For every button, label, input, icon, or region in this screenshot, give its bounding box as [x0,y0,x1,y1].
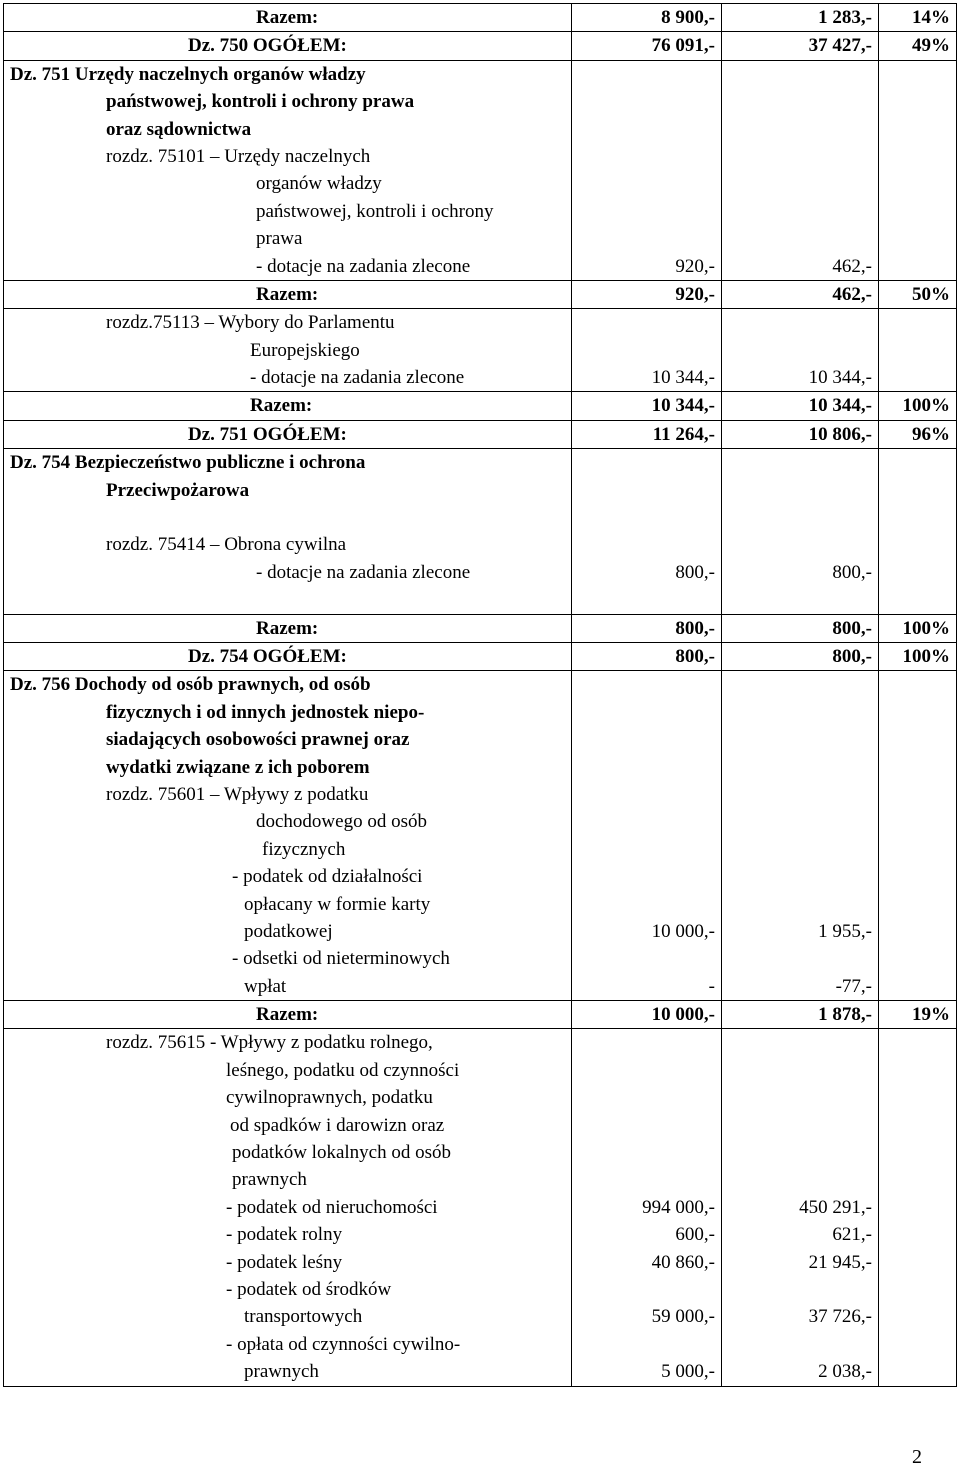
row-label-line: oraz sądownictwa [106,118,252,140]
plan-cell [572,420,722,448]
row-label-line: transportowych [244,1306,363,1328]
plan-cell-value [578,337,715,364]
row-label-cell [4,60,572,280]
row-label-line: prawnych [244,1361,319,1383]
plan-cell-value: 76 091,- [651,35,715,57]
row-label-line: - opłata od czynności cywilno- [226,1333,461,1355]
plan-cell [572,671,722,1001]
execution-cell [722,449,879,614]
percent-cell [879,671,957,1001]
execution-cell-value [728,863,872,890]
table-row [4,392,957,420]
plan-cell-value [578,1276,715,1303]
execution-cell-value: 21 945,- [808,1251,872,1273]
row-label-line: fizycznych [262,838,346,860]
plan-cell-value [578,808,715,835]
row-label-line [10,586,565,613]
plan-cell-value [578,531,715,558]
execution-cell [722,392,879,420]
plan-cell-value [578,891,715,918]
table-row [4,309,957,392]
execution-cell-value [728,449,872,476]
execution-cell [722,642,879,670]
execution-cell-value [728,586,872,613]
percent-value [885,61,950,88]
execution-cell [722,4,879,32]
row-label-line: państwowej, kontroli i ochrony prawa [106,91,415,113]
row-label-cell [4,4,572,32]
execution-cell-value [728,808,872,835]
plan-cell-value [578,1084,715,1111]
row-label-line: - podatek rolny [226,1224,343,1246]
plan-cell-value: 920,- [675,255,715,277]
execution-cell-value [728,225,872,252]
plan-cell-value: 40 860,- [651,1251,715,1273]
table-row [4,60,957,280]
percent-value: 50% [912,283,950,305]
execution-cell-value: -77,- [835,975,872,997]
row-label-cell [4,32,572,60]
row-label-line: rozdz. 75601 – Wpływy z podatku [106,783,369,805]
row-label-line: - dotacje na zadania zlecone [250,367,465,389]
execution-cell-value: 37 427,- [808,35,872,57]
row-label-line: organów władzy [256,173,382,195]
execution-cell-value [728,1084,872,1111]
row-label-line [10,504,565,531]
execution-cell-value [728,781,872,808]
execution-cell [722,1001,879,1029]
percent-cell [879,309,957,392]
plan-cell-value [578,586,715,613]
execution-cell-value [728,1139,872,1166]
plan-cell-value [578,863,715,890]
execution-cell-value [728,309,872,336]
row-label-line: rozdz. 75101 – Urzędy naczelnych [106,145,371,167]
plan-cell [572,642,722,670]
percent-cell [879,280,957,308]
plan-cell-value [578,477,715,504]
plan-cell-value [578,449,715,476]
execution-cell-value [728,116,872,143]
percent-cell [879,449,957,614]
row-label-line: Razem: [256,617,319,639]
row-label-line: Dz. 750 OGÓŁEM: [188,35,347,57]
row-label-line: leśnego, podatku od czynności [226,1059,460,1081]
row-label-cell [4,671,572,1001]
execution-cell-value: 2 038,- [818,1361,872,1383]
percent-value [885,449,950,476]
execution-cell-value: 462,- [832,255,872,277]
row-label-line: dochodowego od osób [256,811,427,833]
execution-cell-value [728,477,872,504]
execution-cell-value: 1 878,- [818,1004,872,1026]
execution-cell-value: 10 806,- [808,423,872,445]
plan-cell-value [578,309,715,336]
execution-cell [722,420,879,448]
percent-cell [879,642,957,670]
table-row [4,420,957,448]
execution-cell [722,614,879,642]
execution-cell-value [728,143,872,170]
plan-cell-value [578,170,715,197]
percent-cell [879,60,957,280]
row-label-line: prawa [256,228,303,250]
table-row [4,642,957,670]
plan-cell-value [578,1331,715,1358]
execution-cell [722,280,879,308]
table-row [4,449,957,614]
plan-cell-value [578,1139,715,1166]
plan-cell-value [578,225,715,252]
percent-value: 49% [912,35,950,57]
row-label-line: - dotacje na zadania zlecone [256,255,471,277]
plan-cell [572,449,722,614]
execution-cell [722,32,879,60]
execution-cell-value [728,945,872,972]
percent-cell [879,32,957,60]
table-row [4,4,957,32]
execution-cell-value [728,891,872,918]
row-label-line: podatkowej [244,920,333,942]
row-label-cell [4,1001,572,1029]
row-label-cell [4,614,572,642]
plan-cell-value: 800,- [675,561,715,583]
row-label-line: Dz. 754 OGÓŁEM: [188,645,347,667]
plan-cell-value [578,88,715,115]
row-label-line: - dotacje na zadania zlecone [256,561,471,583]
percent-value: 100% [902,395,950,417]
row-label-line: wpłat [244,975,287,997]
plan-cell-value: 920,- [675,283,715,305]
percent-value: 100% [902,617,950,639]
plan-cell-value: 8 900,- [661,7,715,28]
plan-cell-value [578,61,715,88]
row-label-line: opłacany w formie karty [244,893,431,915]
execution-cell-value [728,754,872,781]
execution-cell-value [728,88,872,115]
row-label-line: podatków lokalnych od osób [232,1142,452,1164]
row-label-cell [4,309,572,392]
table-row [4,32,957,60]
plan-cell-value [578,699,715,726]
plan-cell-value [578,836,715,863]
row-label-line: rozdz. 75615 - Wpływy z podatku rolnego, [106,1032,433,1054]
row-label-line: - podatek od działalności [232,866,423,888]
row-label-line: wydatki związane z ich poborem [106,756,370,778]
plan-cell-value [578,1112,715,1139]
row-label-line: Dz. 756 Dochody od osób prawnych, od osób [10,674,371,696]
plan-cell-value [578,671,715,698]
row-label-line: rozdz. 75414 – Obrona cywilna [106,534,347,556]
percent-cell [879,1029,957,1386]
plan-cell [572,32,722,60]
row-label-line: Przeciwpożarowa [106,479,250,501]
percent-value: 96% [912,423,950,445]
percent-cell [879,614,957,642]
row-label-line: państwowej, kontroli i ochrony [256,200,494,222]
plan-cell-value: 59 000,- [651,1306,715,1328]
execution-cell-value [728,1057,872,1084]
row-label-line: prawnych [232,1169,307,1191]
execution-cell-value [728,337,872,364]
plan-cell [572,280,722,308]
plan-cell-value [578,781,715,808]
plan-cell-value: 10 344,- [651,395,715,417]
row-label-line: Dz. 751 Urzędy naczelnych organów władzy [10,63,366,85]
table-row [4,1029,957,1386]
plan-cell-value: 5 000,- [661,1361,715,1383]
plan-cell [572,1001,722,1029]
execution-cell-value [728,836,872,863]
plan-cell-value: 10 000,- [651,1004,715,1026]
plan-cell [572,614,722,642]
plan-cell-value: 994 000,- [642,1196,715,1218]
row-label-line: Razem: [256,1004,319,1026]
plan-cell-value [578,1029,715,1056]
execution-cell-value [728,504,872,531]
table-row [4,1001,957,1029]
plan-cell-value [578,143,715,170]
row-label-cell [4,449,572,614]
execution-cell-value [728,671,872,698]
execution-cell [722,1029,879,1386]
plan-cell-value: 800,- [675,645,715,667]
row-label-line: Dz. 751 OGÓŁEM: [188,423,347,445]
plan-cell-value [578,726,715,753]
percent-cell [879,1001,957,1029]
percent-cell [879,420,957,448]
execution-cell-value [728,726,872,753]
plan-cell-value: 10 344,- [651,367,715,389]
table-row [4,614,957,642]
plan-cell-value: 800,- [675,617,715,639]
plan-cell-value: 11 264,- [652,423,715,445]
row-label-line: - odsetki od nieterminowych [232,948,450,970]
budget-table [3,3,957,1387]
row-label-line: fizycznych i od innych jednostek niepo- [106,701,425,723]
page-number: 2 [912,1446,922,1468]
execution-cell-value: 800,- [832,645,872,667]
row-label-line: siadających osobowości prawnej oraz [106,729,410,751]
row-label-line: Dz. 754 Bezpieczeństwo publiczne i ochrona [10,452,366,474]
execution-cell-value: 800,- [832,561,872,583]
percent-value [885,671,950,698]
row-label-line: Razem: [250,395,313,417]
execution-cell-value [728,198,872,225]
execution-cell-value [728,1276,872,1303]
execution-cell-value: 621,- [832,1224,872,1246]
execution-cell-value: 10 344,- [808,395,872,417]
plan-cell [572,392,722,420]
percent-cell [879,392,957,420]
row-label-line: Europejskiego [250,339,360,361]
row-label-line: cywilnoprawnych, podatku [226,1087,433,1109]
execution-cell [722,671,879,1001]
plan-cell-value [578,116,715,143]
plan-cell [572,4,722,32]
row-label-cell [4,392,572,420]
percent-value: 19% [912,1004,950,1026]
table-row [4,280,957,308]
plan-cell-value [578,504,715,531]
row-label-line: Razem: [256,7,319,28]
percent-cell [879,4,957,32]
plan-cell-value: - [708,975,715,997]
row-label-cell [4,642,572,670]
plan-cell-value [578,945,715,972]
row-label-line: - podatek leśny [226,1251,343,1273]
row-label-line: Razem: [256,283,319,305]
execution-cell-value [728,170,872,197]
plan-cell-value [578,1166,715,1193]
execution-cell-value [728,699,872,726]
execution-cell-value [728,61,872,88]
execution-cell-value: 1 283,- [818,7,872,28]
row-label-cell [4,420,572,448]
execution-cell-value [728,531,872,558]
budget-table-body [4,4,957,1387]
row-label-cell [4,1029,572,1386]
plan-cell [572,1029,722,1386]
percent-value [885,309,950,336]
plan-cell-value [578,198,715,225]
execution-cell-value: 462,- [832,283,872,305]
execution-cell-value: 450 291,- [799,1196,872,1218]
row-label-line: - podatek od nieruchomości [226,1196,438,1218]
execution-cell-value: 37 726,- [808,1306,872,1328]
percent-value: 100% [902,645,950,667]
execution-cell-value [728,1166,872,1193]
execution-cell [722,60,879,280]
percent-value: 14% [912,7,950,28]
plan-cell-value [578,1057,715,1084]
execution-cell-value: 1 955,- [818,920,872,942]
plan-cell-value: 600,- [675,1224,715,1246]
row-label-line: - podatek od środków [226,1278,392,1300]
row-label-line: rozdz.75113 – Wybory do Parlamentu [106,312,395,334]
row-label-cell [4,280,572,308]
plan-cell [572,60,722,280]
row-label-line: od spadków i darowizn oraz [230,1114,445,1136]
execution-cell-value [728,1112,872,1139]
execution-cell [722,309,879,392]
plan-cell-value [578,754,715,781]
plan-cell [572,309,722,392]
execution-cell-value [728,1029,872,1056]
table-row [4,671,957,1001]
plan-cell-value: 10 000,- [651,920,715,942]
percent-value [885,1029,950,1056]
execution-cell-value: 800,- [832,617,872,639]
execution-cell-value [728,1331,872,1358]
execution-cell-value: 10 344,- [808,367,872,389]
